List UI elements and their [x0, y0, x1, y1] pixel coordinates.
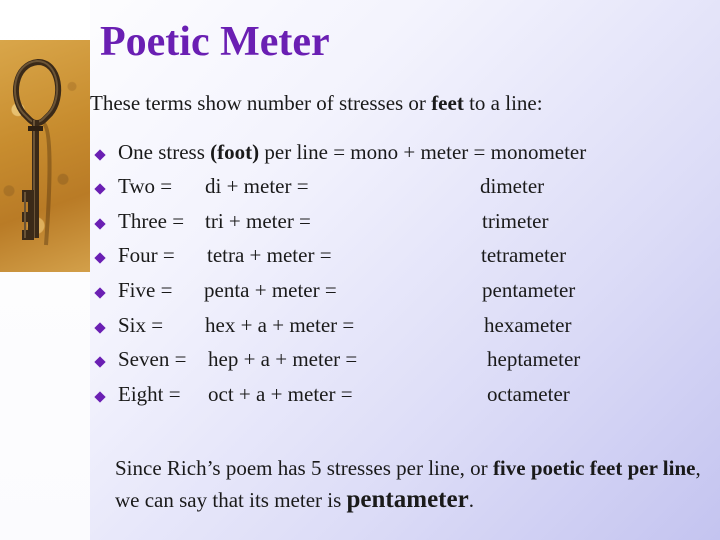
conclusion-bold1: five poetic feet per line [492, 456, 696, 480]
item-formula: hex + a + meter = [205, 313, 355, 337]
list-item [0, 209, 720, 239]
item-count: Five = [118, 278, 173, 302]
item-text-b: per line = mono + meter = monometer [259, 140, 587, 164]
bullet-icon [94, 183, 105, 194]
item-term: dimeter [480, 174, 545, 198]
bullet-icon [94, 287, 105, 298]
list-item-text [118, 140, 586, 165]
bullet-icon [94, 149, 105, 160]
conclusion-term: pentameter [346, 486, 469, 513]
item-formula: di + meter = [205, 174, 309, 198]
intro-text [90, 91, 543, 116]
item-formula: tri + meter = [205, 209, 311, 233]
list-item [0, 243, 720, 273]
list-item [0, 140, 720, 170]
item-term: heptameter [487, 347, 581, 371]
item-count: Eight = [118, 382, 181, 406]
list-item [0, 278, 720, 308]
conclusion-text [115, 452, 715, 516]
bullet-icon [94, 252, 105, 263]
item-formula: hep + a + meter = [208, 347, 358, 371]
item-count: Seven = [118, 347, 187, 371]
list-item [0, 347, 720, 377]
conclusion-part2: , we can say that its meter is [115, 456, 701, 512]
item-count: Three = [118, 209, 185, 233]
item-formula: oct + a + meter = [208, 382, 353, 406]
list-item [0, 313, 720, 343]
item-formula: tetra + meter = [207, 243, 332, 267]
item-term: tetrameter [481, 243, 567, 267]
list-item [0, 382, 720, 412]
bullet-icon [94, 391, 105, 402]
item-text-bold: (foot) [210, 140, 260, 164]
slide-title: Poetic Meter [100, 19, 330, 65]
bullet-icon [94, 322, 105, 333]
bullet-icon [94, 356, 105, 367]
item-formula: penta + meter = [204, 278, 337, 302]
intro-before: These terms show number of stresses or [90, 91, 432, 115]
item-term: octameter [487, 382, 570, 406]
item-term: hexameter [484, 313, 572, 337]
conclusion-end: . [468, 488, 474, 512]
item-count: Two = [118, 174, 173, 198]
item-term: pentameter [482, 278, 576, 302]
item-term: trimeter [482, 209, 549, 233]
conclusion-part1: Since Rich’s poem has 5 stresses per line, or [115, 456, 493, 480]
list-item [0, 174, 720, 204]
item-count: Four = [118, 243, 175, 267]
item-count: Six = [118, 313, 164, 337]
bullet-icon [94, 218, 105, 229]
intro-after: to a line: [463, 91, 543, 115]
intro-bold: feet [431, 91, 464, 115]
item-text-a: One stress [118, 140, 211, 164]
